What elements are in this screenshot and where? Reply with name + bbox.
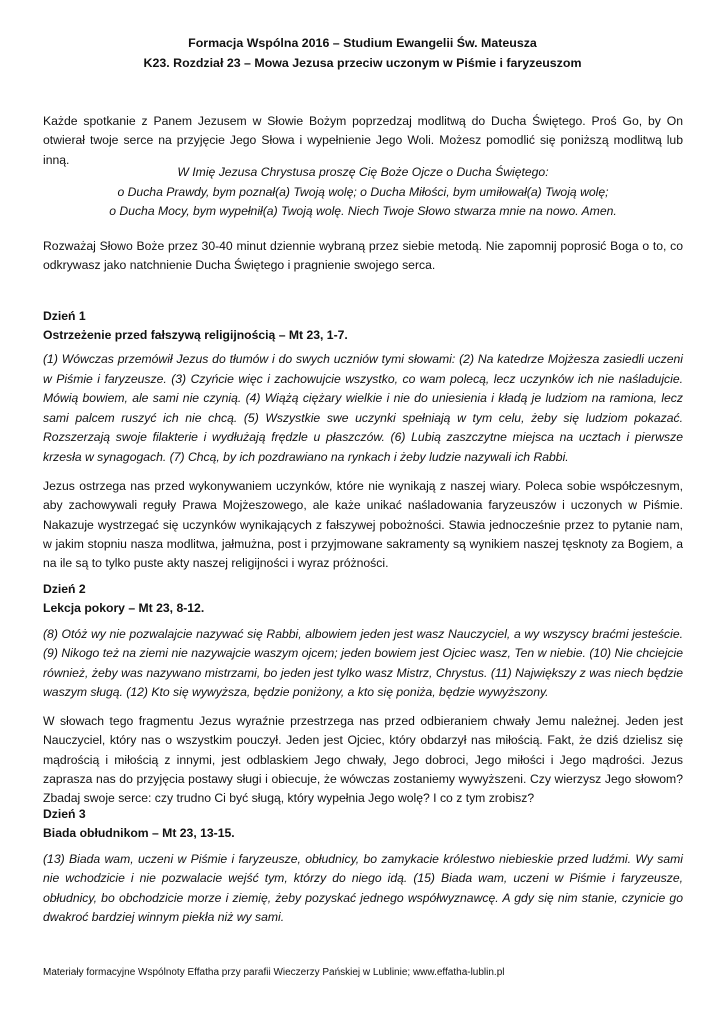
day-2-heading	[43, 580, 683, 619]
day-1-commentary: Jezus ostrzega nas przed wykonywaniem uczynków, które nie wynikają z naszej wiary. Poleca sobie współczesnym, aby zachowywali reguły Prawa Mojżeszowego, ale każe unikać naśladowania faryzeuszów i uczonych w Piśmie. Nakazuje wystrzegać się uczynków wynikających z fałszywej pobożności. Stawia jednocześnie przez to pytanie nam, w jakim stopniu nasza modlitwa, jałmużna, post i przyjmowane sakramenty są wynikiem naszej tęsknoty za Bogiem, a na ile są to tylko puste akty naszej religijności i wyraz próżności.	[43, 479, 683, 571]
day-title: Biada obłudnikom – Mt 23, 13-15.	[43, 826, 235, 841]
day-title: Ostrzeżenie przed fałszywą religijnością – Mt 23, 1-7.	[43, 328, 348, 343]
header-subtitle: K23. Rozdział 23 – Mowa Jezusa przeciw uczonym w Piśmie i faryzeuszom	[143, 56, 582, 70]
instruction-paragraph: Rozważaj Słowo Boże przez 30-40 minut dziennie wybraną przez siebie metodą. Nie zapomnij poprosić Boga o to, co odkrywasz jako natchnienie Ducha Świętego i pragnienie swojego serca.	[43, 239, 683, 273]
prayer-block	[43, 163, 683, 222]
footer-note: Materiały formacyjne Wspólnoty Effatha przy parafii Wieczerzy Pańskiej w Lublinie; www.effatha-lublin.pl	[43, 967, 505, 978]
day-3-scripture: (13) Biada wam, uczeni w Piśmie i faryzeusze, obłudnicy, bo zamykacie królestwo niebieskie przed ludźmi. Wy sami nie wchodzicie i nie pozwalacie wejść tym, którzy do niego idą. (15) Biada wam, uczeni w Piśmie i faryzeusze, obłudnicy, bo obchodzicie morze i ziemię, żeby pozyskać jednego współwyznawcę. A gdy się nim stanie, czynicie go dwakroć bardziej winnym piekła niż wy sami.	[43, 852, 683, 925]
day-3-heading	[43, 805, 683, 844]
day-1-scripture: (1) Wówczas przemówił Jezus do tłumów i do swych uczniów tymi słowami: (2) Na katedrze Mojżesza zasiedli uczeni w Piśmie i faryzeusze. (3) Czyńcie więc i zachowujcie wszystko, co wam polecą, lecz uczynków ich nie naśladujcie. Mówią bowiem, ale sami nie czynią. (4) Wiążą ciężary wielkie i nie do uniesienia i kładą je ludziom na ramiona, lecz sami palcem ruszyć ich nie chcą. (5) Wszystkie swe uczynki spełniają w tym celu, żeby się ludziom pokazać. Rozszerzają swoje filakterie i wydłużają frędzle u płaszczów. (6) Lubią zaszczytne miejsca na ucztach i pierwsze krzesła w synagogach. (7) Chcą, by ich pozdrawiano na rynkach i żeby ludzie nazywali ich Rabbi.	[43, 352, 683, 464]
prayer-line: W Imię Jezusa Chrystusa proszę Cię Boże Ojcze o Ducha Świętego:	[177, 165, 549, 179]
day-label: Dzień 3	[43, 807, 86, 821]
prayer-line: o Ducha Prawdy, bym poznał(a) Twoją wolę; o Ducha Miłości, bym umiłował(a) Twoją wolę;	[117, 184, 609, 199]
document-header	[0, 33, 725, 73]
day-2-scripture: (8) Otóż wy nie pozwalajcie nazywać się Rabbi, albowiem jeden jest wasz Nauczyciel, a wy wszyscy braćmi jesteście. (9) Nikogo też na ziemi nie nazywajcie waszym ojcem; jeden bowiem jest Ojciec wasz, Ten w niebie. (10) Nie chciejcie również, żeby was nazywano mistrzami, bo jeden jest tylko wasz Mistrz, Chrystus. (11) Największy z was niech będzie waszym sługą. (12) Kto się wywyższa, będzie poniżony, a kto się poniża, będzie wywyższony.	[43, 627, 683, 700]
intro-paragraph: Każde spotkanie z Panem Jezusem w Słowie Bożym poprzedzaj modlitwą do Ducha Świętego. Proś Go, by On otwierał twoje serce na przyjęcie Jego Słowa i wypełnienie Jego Woli. Możesz pomodlić się poniższą modlitwą lub inną.	[43, 114, 683, 167]
day-title: Lekcja pokory – Mt 23, 8-12.	[43, 601, 205, 616]
prayer-line: o Ducha Mocy, bym wypełnił(a) Twoją wolę. Niech Twoje Słowo stwarza mnie na nowo. Amen.	[109, 204, 617, 218]
header-title: Formacja Wspólna 2016 – Studium Ewangelii Św. Mateusza	[188, 36, 537, 50]
day-2-commentary: W słowach tego fragmentu Jezus wyraźnie przestrzega nas przed odbieraniem chwały Jemu należnej. Jeden jest Nauczyciel, który nas o wszystkim pouczył. Jeden jest Ojciec, który obdarzył nas miłością. Fakt, że dziś dzielisz się mądrością i miłością z innymi, jest odblaskiem Jego chwały, Jego dobroci, Jego miłości i Jego mądrości. Jezus zaprasza nas do przyjęcia postawy sługi i obiecuje, że wówczas zostaniemy wywyższeni. Czy wierzysz Jego słowom? Zbadaj swoje serce: czy trudno Ci być sługą, który wypełnia Jego wolę? I co z tym zrobisz?	[43, 714, 683, 806]
day-label: Dzień 1	[43, 309, 86, 323]
day-1-heading	[43, 307, 683, 346]
day-label: Dzień 2	[43, 582, 86, 596]
